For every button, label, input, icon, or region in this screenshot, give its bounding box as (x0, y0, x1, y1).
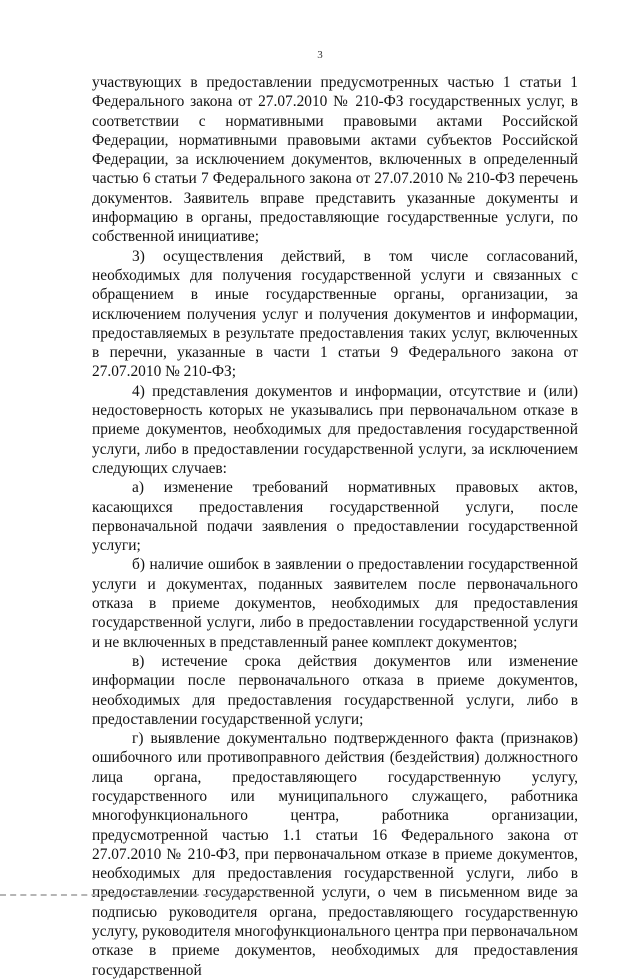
page-number: 3 (317, 49, 323, 61)
paragraph-subitem-g: г) выявление документально подтвержденного факта (признаков) ошибочного или противоправного действия (бездействия) должностного лица органа, предоставляющего государственную услугу, государственного или муниципального служащего, работника многофункционального центра, работника организации, предусмотренной частью 1.1 статьи 16 Федерального закона от 27.07.2010 № 210-ФЗ, при первоначальном отказе в приеме документов, необходимых для предоставления государственной услуги, либо в предоставлении государственной услуги, о чем в письменном виде за подписью руководителя органа, предоставляющего государственную услугу, руководителя многофункционального центра при первоначальном отказе в приеме документов, необходимых для предоставления государственной (92, 730, 578, 979)
paragraph-subitem-v: в) истечение срока действия документов или изменение информации после первоначального отказа в приеме документов, необходимых для предоставления государственной услуги, либо в предоставлении государственной услуги; (92, 652, 578, 728)
paragraph-item-4: 4) представления документов и информации, отсутствие и (или) недостоверность которых не указывались при первоначальном отказе в приеме документов, необходимых для предоставления государственной услуги, либо в предоставлении государственной услуги, за исключением следующих случаев: (92, 382, 578, 477)
paragraph-item-3: 3) осуществления действий, в том числе согласований, необходимых для получения государственной услуги и связанных с обращением в иные государственные органы, организации, за исключением получения услуг и получения документов и информации, предоставляемых в результате предоставления таких услуг, включенных в перечни, указанные в части 1 статьи 9 Федерального закона от 27.07.2010 № 210-ФЗ; (92, 247, 578, 381)
paragraph-subitem-b: б) наличие ошибок в заявлении о предоставлении государственной услуги и документах, поданных заявителем после первоначального отказа в приеме документов, необходимых для предоставления государственной услуги, либо в предоставлении государственной услуги и не включенных в представленный ранее комплект документов; (92, 556, 578, 651)
paragraph-subitem-a: а) изменение требований нормативных правовых актов, касающихся предоставления государственной услуги, после первоначальной подачи заявления о предоставлении государственной услуги; (92, 479, 578, 555)
footer-divider (0, 894, 260, 896)
paragraph-continuation: участвующих в предоставлении предусмотренных частью 1 статьи 1 Федерального закона от 27.07.2010 № 210-ФЗ государственных услуг, в соответствии с нормативными правовыми актами Российской Федерации, нормативными правовыми актами субъектов Российской Федерации, за исключением документов, включенных в определенный частью 6 статьи 7 Федерального закона от 27.07.2010 № 210-ФЗ перечень документов. Заявитель вправе представить указанные документы и информацию в органы, предоставляющие государственные услуги, по собственной инициативе; (92, 74, 578, 246)
document-body (92, 73, 578, 980)
